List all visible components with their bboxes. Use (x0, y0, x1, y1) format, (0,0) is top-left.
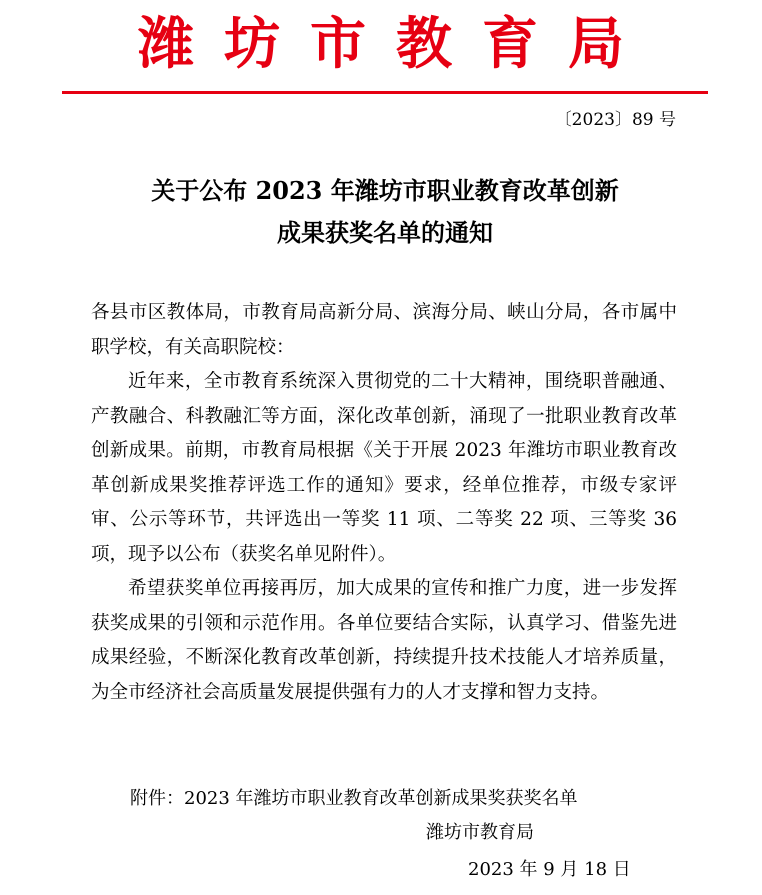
signature-date: 2023 年 9 月 18 日 (468, 859, 631, 880)
notice-title (80, 170, 690, 254)
issuer-header-title: 潍坊市教育局 (138, 11, 654, 77)
body-paragraph-2: 希望获奖单位再接再厉，加大成果的宣传和推广力度，进一步发挥获奖成果的引领和示范作用。各单位要结合实际，认真学习、借鉴先进成果经验，不断深化教育改革创新，持续提升技术技能人才培养质量，为全市经济社会高质量发展提供强有力的人才支撑和智力支持。 (91, 578, 677, 703)
signature-organization: 潍坊市教育局 (426, 822, 534, 843)
notice-body (91, 296, 677, 710)
salutation: 各县市区教体局，市教育局高新分局、滨海分局、峡山分局，各市属中职学校，有关高职院校： (91, 302, 677, 358)
header-red-rule (62, 91, 708, 94)
notice-title-line-2: 成果获奖名单的通知 (277, 218, 493, 247)
notice-title-line-1: 关于公布 2023 年潍坊市职业教育改革创新 (151, 176, 619, 205)
attachment-line: 附件：2023 年潍坊市职业教育改革创新成果奖获奖名单 (130, 788, 578, 809)
document-number: 〔2023〕89 号 (554, 110, 676, 130)
body-paragraph-1: 近年来，全市教育系统深入贯彻党的二十大精神，围绕职普融通、产教融合、科教融汇等方面，深化改革创新，涌现了一批职业教育改革创新成果。前期，市教育局根据《关于开展 2023 年潍坊市职业教育改革创新成果奖推荐评选工作的通知》要求，经单位推荐，市级专家评审、公示等环节，共评选出一等奖 11 项、二等奖 22 项、三等奖 36 项，现予以公布（获奖名单见附件）。 (91, 371, 677, 565)
